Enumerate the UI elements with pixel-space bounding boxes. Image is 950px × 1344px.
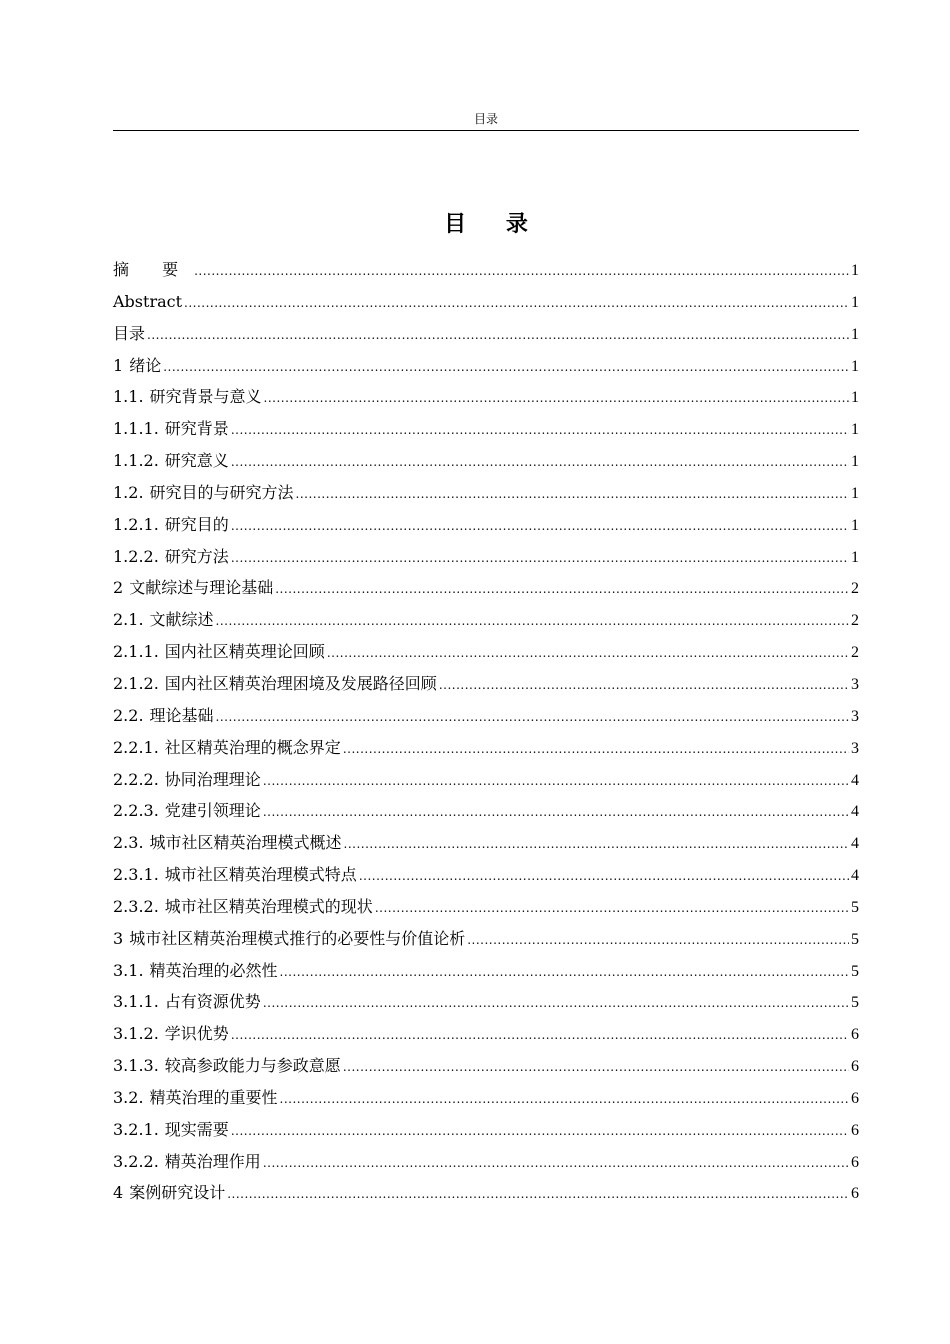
toc-entry[interactable] (113, 700, 859, 732)
toc-entry[interactable] (113, 732, 859, 764)
toc-entry-label (113, 636, 327, 668)
toc-entry[interactable] (113, 254, 859, 286)
toc-entry[interactable] (113, 604, 859, 636)
toc-entry-page: 1 (851, 357, 859, 375)
toc-entry[interactable] (113, 986, 859, 1018)
toc-entry-page: 6 (851, 1089, 859, 1107)
toc-entry-page: 4 (851, 867, 859, 885)
toc-dot-leader (231, 447, 849, 479)
toc-entry[interactable] (113, 1082, 859, 1114)
toc-entry-title: 目录 (113, 323, 146, 343)
toc-entry-label (113, 445, 231, 477)
toc-entry[interactable] (113, 413, 859, 445)
toc-dot-leader (216, 606, 849, 638)
toc-entry-number: 2.2. (113, 705, 144, 725)
toc-dot-leader (231, 1020, 849, 1052)
toc-entry-title: 研究背景 (164, 419, 229, 439)
toc-entry-number: 3.1. (113, 960, 144, 980)
toc-entry-label (113, 381, 264, 413)
toc-entry-number: 3.1.3. (113, 1056, 159, 1076)
toc-entry-title: 精英治理的必然性 (149, 960, 278, 980)
toc-entry-title: 党建引领理论 (164, 801, 261, 821)
toc-dot-leader (231, 543, 849, 575)
toc-entry-number: 3.2.1. (113, 1119, 159, 1139)
toc-entry-page: 5 (851, 898, 859, 916)
toc-entry-label (113, 1177, 227, 1209)
toc-entry-label (113, 700, 216, 732)
toc-entry-title: 研究方法 (164, 546, 229, 566)
toc-entry-page: 1 (851, 484, 859, 502)
toc-entry-title: 精英治理作用 (164, 1151, 261, 1171)
toc-entry-number: 1 (113, 355, 124, 375)
toc-entry-page: 1 (851, 548, 859, 566)
toc-entry-number: 2 (113, 578, 124, 598)
toc-entry-number: 2.2.1. (113, 737, 159, 757)
toc-dot-leader (264, 383, 849, 415)
toc-dot-leader (194, 256, 849, 288)
toc-entry-number: 2.3. (113, 833, 144, 853)
toc-entry-number: 3.1.1. (113, 992, 159, 1012)
toc-entry-page: 1 (851, 421, 859, 439)
toc-entry-page: 5 (851, 994, 859, 1012)
toc-entry-page: 1 (851, 262, 859, 279)
toc-dot-leader (263, 766, 849, 798)
toc-dot-leader (263, 1148, 849, 1180)
toc-entry-page: 4 (851, 803, 859, 821)
toc-dot-leader (231, 415, 849, 447)
toc-entry[interactable] (113, 350, 859, 382)
toc-entry-page: 4 (851, 771, 859, 789)
toc-entry-page: 1 (851, 516, 859, 534)
toc-dot-leader (184, 288, 849, 320)
toc-entry-title: 学识优势 (164, 1024, 229, 1044)
toc-entry-page: 6 (851, 1026, 859, 1044)
toc-entry-title: 绪论 (129, 355, 162, 375)
toc-dot-leader (344, 829, 849, 861)
toc-entry[interactable] (113, 1146, 859, 1178)
toc-entry-label (113, 1146, 263, 1178)
toc-entry-page: 6 (851, 1121, 859, 1139)
toc-entry[interactable] (113, 1018, 859, 1050)
toc-entry-title: 理论基础 (149, 705, 214, 725)
running-header: 目录 (473, 112, 498, 126)
toc-entry[interactable] (113, 477, 859, 509)
toc-entry-title: 城市社区精英治理模式特点 (164, 865, 357, 885)
toc-entry-number: 2.2.2. (113, 769, 159, 789)
toc-entry-title: 城市社区精英治理模式的现状 (164, 896, 373, 916)
table-of-contents (113, 254, 859, 1209)
toc-entry-title: 文献综述 (149, 610, 214, 630)
toc-entry[interactable] (113, 923, 859, 955)
toc-dot-leader (296, 479, 849, 511)
toc-entry-label (113, 764, 263, 796)
toc-entry-number: 2.1.2. (113, 673, 159, 693)
toc-entry-label (113, 286, 184, 318)
toc-entry[interactable] (113, 891, 859, 923)
toc-entry-label (113, 1050, 343, 1082)
toc-entry[interactable] (113, 286, 859, 318)
toc-entry-label (113, 350, 163, 382)
toc-entry-label (113, 827, 344, 859)
toc-entry-label (113, 1082, 280, 1114)
toc-entry[interactable] (113, 509, 859, 541)
toc-dot-leader (231, 1116, 849, 1148)
toc-entry-page: 2 (851, 612, 859, 630)
toc-entry-title: 国内社区精英理论回顾 (164, 642, 325, 662)
toc-entry-page: 3 (851, 707, 859, 725)
toc-entry[interactable] (113, 445, 859, 477)
toc-entry-number: 3.2. (113, 1087, 144, 1107)
toc-entry-number: 2.2.3. (113, 801, 159, 821)
toc-entry[interactable] (113, 636, 859, 668)
toc-entry-number: 1.1.2. (113, 451, 159, 471)
toc-entry[interactable] (113, 318, 859, 350)
toc-entry[interactable] (113, 764, 859, 796)
toc-entry-title: 城市社区精英治理模式概述 (149, 833, 342, 853)
toc-dot-leader (280, 957, 849, 989)
toc-dot-leader (263, 797, 849, 829)
toc-entry-label (113, 986, 263, 1018)
toc-dot-leader (280, 1084, 849, 1116)
toc-entry-page: 3 (851, 739, 859, 757)
toc-entry-number: 2.3.2. (113, 896, 159, 916)
toc-entry[interactable] (113, 1177, 859, 1209)
toc-entry-page: 3 (851, 675, 859, 693)
toc-entry-number: 1.2.2. (113, 546, 159, 566)
toc-entry-page: 5 (851, 930, 859, 948)
toc-entry-label (113, 477, 296, 509)
toc-entry-title: 摘 要 (113, 260, 193, 279)
toc-entry-title: 较高参政能力与参政意愿 (164, 1056, 341, 1076)
toc-entry-page: 1 (851, 325, 859, 343)
toc-entry-number: 3 (113, 928, 124, 948)
toc-entry-label (113, 668, 439, 700)
toc-entry-page: 1 (851, 453, 859, 471)
toc-entry-title: 精英治理的重要性 (149, 1087, 278, 1107)
toc-entry-label (113, 509, 231, 541)
toc-entry[interactable] (113, 1050, 859, 1082)
toc-entry-label (113, 1018, 231, 1050)
toc-entry-label (113, 923, 467, 955)
toc-entry-page: 6 (851, 1058, 859, 1076)
toc-entry-number: 3.1.2. (113, 1024, 159, 1044)
toc-entry-label (113, 254, 194, 286)
toc-entry-page: 5 (851, 962, 859, 980)
toc-entry-page: 1 (851, 389, 859, 407)
toc-entry-page: 2 (851, 580, 859, 598)
toc-dot-leader (227, 1179, 849, 1211)
toc-entry-number: 2.1.1. (113, 642, 159, 662)
toc-entry-title: 国内社区精英治理困境及发展路径回顾 (164, 673, 437, 693)
toc-entry-number: 1.2. (113, 482, 144, 502)
toc-entry-title: 研究目的与研究方法 (149, 482, 294, 502)
toc-entry-number: 3.2.2. (113, 1151, 159, 1171)
toc-dot-leader (147, 320, 849, 352)
toc-entry-label (113, 413, 231, 445)
toc-dot-leader (359, 861, 849, 893)
toc-entry-label (113, 891, 375, 923)
toc-entry[interactable] (113, 381, 859, 413)
toc-entry-label (113, 732, 343, 764)
toc-entry-title: 社区精英治理的概念界定 (164, 737, 341, 757)
toc-entry-title: 现实需要 (164, 1119, 229, 1139)
toc-entry-title: 研究目的 (164, 514, 229, 534)
toc-entry[interactable] (113, 955, 859, 987)
toc-dot-leader (216, 702, 849, 734)
page-title: 目 录 (444, 211, 544, 237)
toc-dot-leader (375, 893, 849, 925)
toc-entry-title: 研究意义 (164, 451, 229, 471)
toc-entry[interactable] (113, 668, 859, 700)
toc-entry-label (113, 859, 359, 891)
toc-dot-leader (467, 925, 849, 957)
toc-entry-page: 6 (851, 1153, 859, 1171)
toc-dot-leader (343, 1052, 849, 1084)
toc-entry-title: 占有资源优势 (164, 992, 261, 1012)
toc-entry-title: 研究背景与意义 (149, 387, 262, 407)
toc-dot-leader (439, 670, 849, 702)
toc-entry-label (113, 572, 275, 604)
toc-dot-leader (343, 734, 849, 766)
toc-entry-page: 2 (851, 644, 859, 662)
toc-entry-label (113, 955, 280, 987)
toc-entry-title: Abstract (113, 291, 183, 311)
toc-entry[interactable] (113, 827, 859, 859)
toc-entry-label (113, 795, 263, 827)
toc-dot-leader (275, 574, 849, 606)
toc-dot-leader (231, 511, 849, 543)
toc-entry-number: 1.2.1. (113, 514, 159, 534)
toc-entry[interactable] (113, 572, 859, 604)
toc-dot-leader (263, 988, 849, 1020)
toc-entry-number: 4 (113, 1183, 124, 1203)
toc-entry-page: 6 (851, 1185, 859, 1203)
toc-entry[interactable] (113, 859, 859, 891)
toc-entry[interactable] (113, 795, 859, 827)
toc-entry-number: 2.3.1. (113, 865, 159, 885)
toc-entry-label (113, 604, 216, 636)
toc-entry-title: 城市社区精英治理模式推行的必要性与价值论析 (129, 928, 466, 948)
toc-entry-label (113, 318, 147, 350)
toc-entry-title: 案例研究设计 (129, 1183, 226, 1203)
toc-entry-title: 文献综述与理论基础 (129, 578, 274, 598)
toc-entry-label (113, 1114, 231, 1146)
toc-entry[interactable] (113, 541, 859, 573)
toc-entry-number: 1.1.1. (113, 419, 159, 439)
toc-entry-number: 1.1. (113, 387, 144, 407)
toc-entry-page: 1 (851, 293, 859, 311)
toc-entry-page: 4 (851, 835, 859, 853)
toc-entry-label (113, 541, 231, 573)
toc-dot-leader (327, 638, 849, 670)
toc-entry-title: 协同治理理论 (164, 769, 261, 789)
toc-entry[interactable] (113, 1114, 859, 1146)
header-rule (113, 130, 859, 131)
toc-entry-number: 2.1. (113, 610, 144, 630)
toc-dot-leader (163, 352, 849, 384)
